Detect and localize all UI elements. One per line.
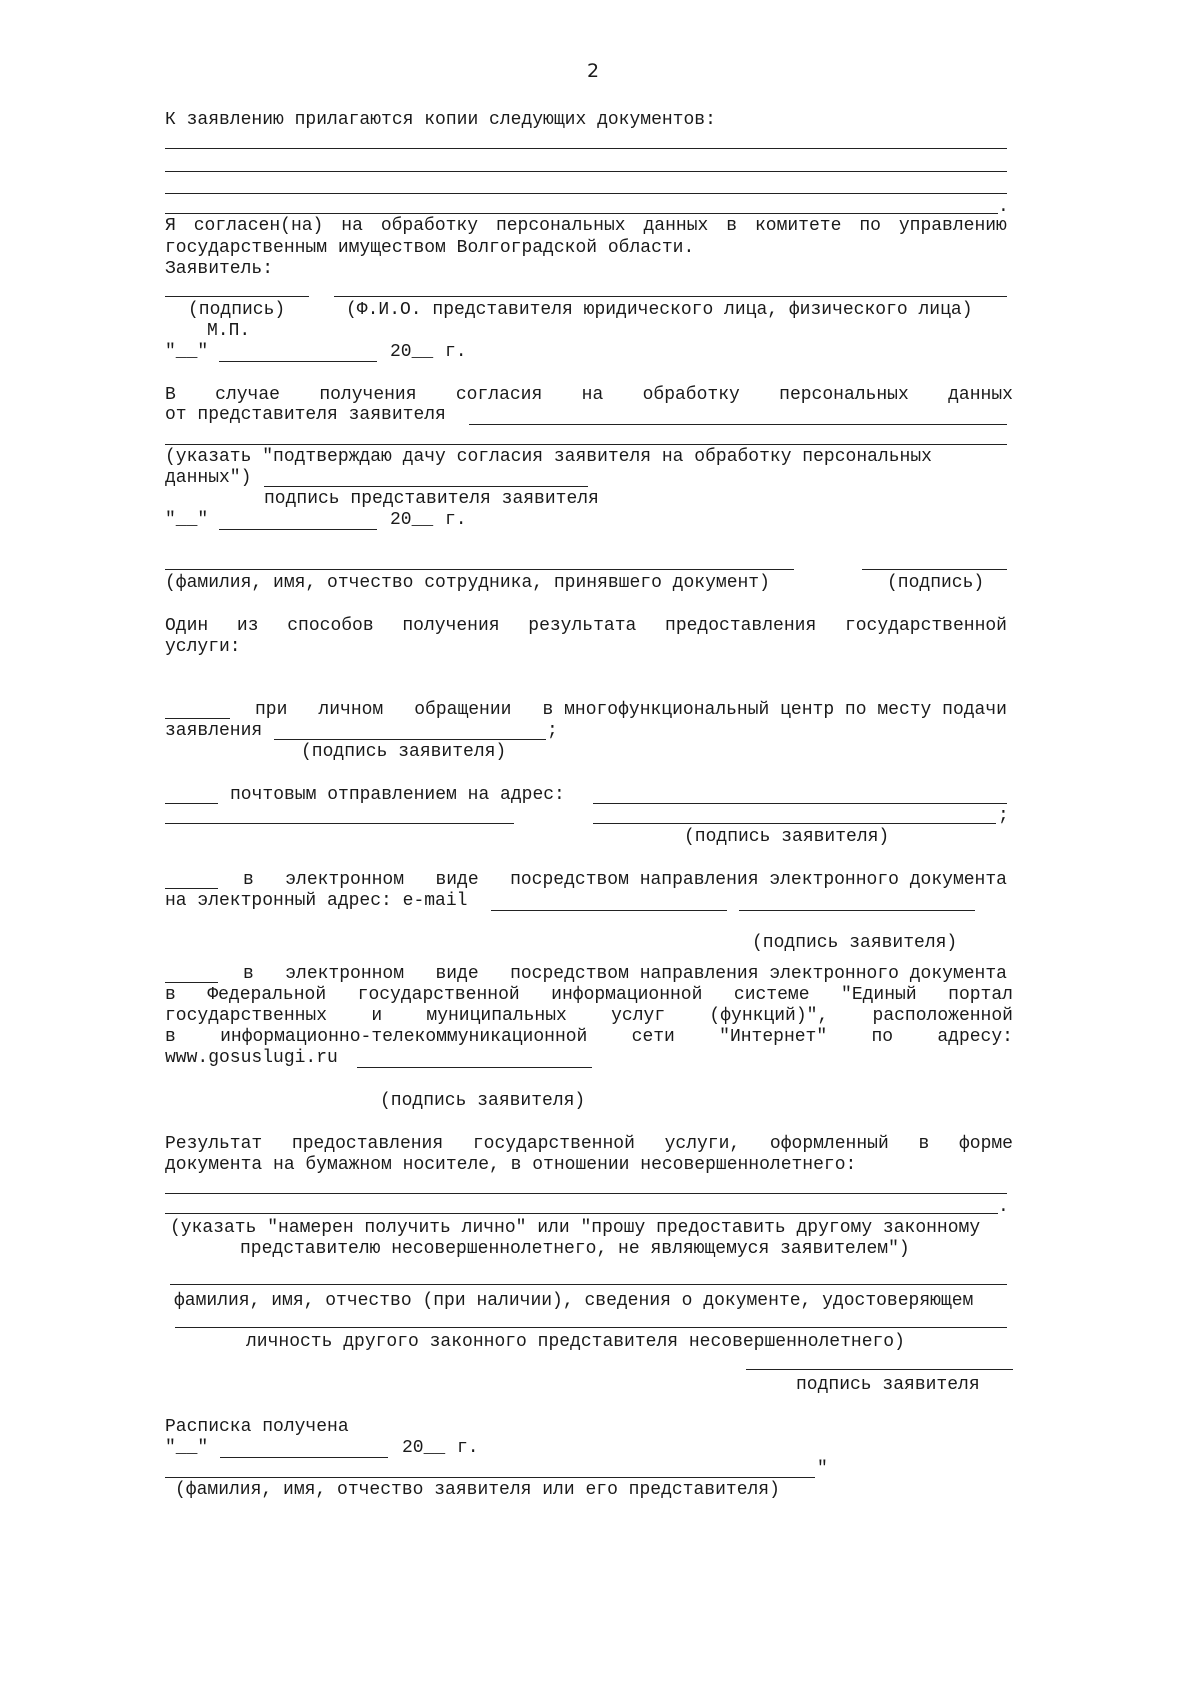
word: в <box>918 1134 930 1154</box>
word: Федеральной <box>207 985 327 1005</box>
word: виде <box>435 870 479 890</box>
other-rep-caption-2: личность другого законного представителя несовершеннолетнего) <box>246 1332 905 1352</box>
word: виде <box>435 964 479 984</box>
word: предоставления <box>291 1134 444 1154</box>
word: государственной <box>844 616 1007 636</box>
receipt-closing-quote: " <box>817 1459 828 1479</box>
word: получения <box>402 616 500 636</box>
employee-fio-line[interactable] <box>165 569 794 570</box>
postal-semicolon: ; <box>998 806 1009 826</box>
representative-line-1 <box>165 386 1013 404</box>
word: в <box>726 216 738 236</box>
other-rep-caption-1: фамилия, имя, отчество (при наличии), сведения о документе, удостоверяющем <box>174 1291 974 1311</box>
word: обработку <box>642 385 740 405</box>
date-day-quote-2: "__" <box>165 510 209 530</box>
postal-signature-line[interactable] <box>593 823 996 824</box>
word: электронном <box>285 870 405 890</box>
email-checkbox-line[interactable] <box>165 888 218 889</box>
minor-applicant-signature-line[interactable] <box>746 1369 1013 1370</box>
minor-line-2: документа на бумажном носителе, в отношении несовершеннолетнего: <box>165 1155 857 1175</box>
word: управлению <box>898 216 1007 236</box>
in-person-checkbox-line[interactable] <box>165 718 230 719</box>
applicant-signature-line[interactable] <box>165 296 309 297</box>
representative-signature-caption: подпись представителя заявителя <box>264 489 599 509</box>
consent-line-2: государственным имуществом Волгоградской области. <box>165 238 695 258</box>
attachments-line-4[interactable] <box>165 213 998 214</box>
word: государственной <box>472 1134 635 1154</box>
word: посредством направления электронного документа <box>510 870 1007 890</box>
employee-signature-caption: (подпись) <box>887 573 985 593</box>
word: электронном <box>285 964 405 984</box>
minor-line-field-1[interactable] <box>165 1193 1007 1194</box>
word: Один <box>165 616 209 636</box>
word: и <box>371 1006 383 1026</box>
other-rep-line-1[interactable] <box>170 1284 1007 1285</box>
word: "Интернет" <box>719 1027 828 1047</box>
date-year-2: 20__ <box>390 510 434 530</box>
word: личном <box>318 700 384 720</box>
word: сети <box>631 1027 675 1047</box>
word: портал <box>948 985 1013 1005</box>
attachments-period: . <box>998 197 1009 217</box>
word: случае <box>215 385 280 405</box>
word: персональных <box>779 385 909 405</box>
word: при <box>255 700 288 720</box>
word: персональных <box>495 216 626 236</box>
minor-period: . <box>998 1197 1009 1217</box>
word: расположенной <box>872 1006 1013 1026</box>
date-suffix: г. <box>445 342 467 362</box>
word: услуг <box>611 1006 666 1026</box>
page-number: 2 <box>587 60 600 82</box>
word: информационной <box>551 985 703 1005</box>
date-day-quote: "__" <box>165 342 209 362</box>
word: по <box>871 1027 894 1047</box>
email-signature-line[interactable] <box>739 910 975 911</box>
word: Результат <box>165 1134 263 1154</box>
portal-line-3 <box>165 1007 1013 1025</box>
word: на <box>341 216 363 236</box>
email-line-1 <box>243 871 1007 889</box>
word: способов <box>287 616 374 636</box>
in-person-semicolon: ; <box>547 721 558 741</box>
word: государственных <box>165 1006 328 1026</box>
word: в <box>165 985 176 1005</box>
minor-applicant-signature-caption: подпись заявителя <box>796 1375 980 1395</box>
word: на <box>581 385 604 405</box>
word: по <box>859 216 881 236</box>
date-year: 20__ <box>390 342 434 362</box>
portal-checkbox-line[interactable] <box>165 982 218 983</box>
receipt-fio-line[interactable] <box>165 1477 815 1478</box>
applicant-label: Заявитель: <box>165 259 274 279</box>
representative-fio-line[interactable] <box>469 424 1007 425</box>
representative-instruction-1: (указать "подтверждаю дачу согласия заявителя на обработку персональных <box>165 447 932 467</box>
portal-line-4 <box>165 1028 1013 1046</box>
applicant-fio-line[interactable] <box>334 296 1007 297</box>
portal-url[interactable]: www.gosuslugi.ru <box>165 1048 338 1068</box>
portal-line-1 <box>243 965 1007 983</box>
methods-intro-line-2: услуги: <box>165 637 241 657</box>
email-line-2: на электронный адрес: e-mail <box>165 891 468 911</box>
postal-address-line-2[interactable] <box>165 823 514 824</box>
receipt-fio-caption: (фамилия, имя, отчество заявителя или его представителя) <box>175 1480 780 1500</box>
employee-signature-line[interactable] <box>862 569 1007 570</box>
word: обращении <box>414 700 512 720</box>
word: (функций)", <box>709 1006 829 1026</box>
word: государственной <box>357 985 520 1005</box>
word: в <box>165 1027 176 1047</box>
word: адресу: <box>937 1027 1013 1047</box>
word: данных <box>643 216 709 236</box>
consent-line-1 <box>165 217 1007 235</box>
receipt-date-month-line[interactable] <box>220 1457 388 1458</box>
date-month-line[interactable] <box>219 361 377 362</box>
word: результата <box>528 616 637 636</box>
word: в <box>243 964 254 984</box>
in-person-line-1 <box>255 701 1007 719</box>
attachments-intro: К заявлению прилагаются копии следующих документов: <box>165 110 716 130</box>
word: форме <box>958 1134 1013 1154</box>
word: услуги, <box>664 1134 741 1154</box>
minor-instruction-1: (указать "намерен получить лично" или "прошу предоставить другому законному <box>170 1218 981 1238</box>
in-person-signature-line[interactable] <box>274 739 546 740</box>
receipt-date-year: 20__ <box>402 1438 446 1458</box>
other-rep-line-2[interactable] <box>175 1327 1007 1328</box>
word: комитете <box>754 216 842 236</box>
email-signature-caption: (подпись заявителя) <box>752 933 958 953</box>
date-month-line-2[interactable] <box>219 529 377 530</box>
word: Я <box>165 216 176 236</box>
word: В <box>165 385 176 405</box>
minor-instruction-2: представителю несовершеннолетнего, не являющемуся заявителем") <box>240 1239 910 1259</box>
signature-caption: (подпись) <box>188 300 286 320</box>
fio-caption: (Ф.И.О. представителя юридического лица, физического лица) <box>346 300 973 320</box>
word: получения <box>319 385 417 405</box>
postal-label: почтовым отправлением на адрес: <box>230 785 565 805</box>
word: оформленный <box>769 1134 889 1154</box>
attachments-line-1[interactable] <box>165 148 1007 149</box>
word: информационно-телекоммуникационной <box>220 1027 588 1047</box>
postal-checkbox-line[interactable] <box>165 803 218 804</box>
in-person-signature-caption: (подпись заявителя) <box>301 742 507 762</box>
methods-intro-line-1 <box>165 617 1007 635</box>
word: обработку <box>380 216 479 236</box>
word: данных <box>948 385 1013 405</box>
receipt-label: Расписка получена <box>165 1417 349 1437</box>
attachments-line-3[interactable] <box>165 193 1007 194</box>
word: согласен(на) <box>193 216 324 236</box>
word: из <box>236 616 259 636</box>
receipt-date-suffix: г. <box>457 1438 479 1458</box>
minor-line-field-2[interactable] <box>165 1213 998 1214</box>
postal-signature-caption: (подпись заявителя) <box>684 827 890 847</box>
email-address-line[interactable] <box>491 910 727 911</box>
word: согласия <box>455 385 543 405</box>
receipt-date-quote: "__" <box>165 1438 209 1458</box>
representative-signature-line[interactable] <box>264 486 588 487</box>
portal-signature-caption: (подпись заявителя) <box>380 1091 586 1111</box>
word: предоставления <box>665 616 817 636</box>
representative-instruction-2: данных") <box>165 468 252 488</box>
minor-line-1 <box>165 1135 1013 1153</box>
word: посредством направления электронного документа <box>510 964 1007 984</box>
word: муниципальных <box>426 1006 567 1026</box>
employee-fio-caption: (фамилия, имя, отчество сотрудника, принявшего документ) <box>165 573 770 593</box>
portal-signature-line[interactable] <box>357 1067 592 1068</box>
word: в <box>243 870 254 890</box>
attachments-line-2[interactable] <box>165 171 1007 172</box>
representative-line-2: от представителя заявителя <box>165 405 446 425</box>
postal-address-line[interactable] <box>593 803 1007 804</box>
word: "Единый <box>841 985 917 1005</box>
date-suffix-2: г. <box>445 510 467 530</box>
seal-label: М.П. <box>207 321 251 341</box>
representative-fio-line-2[interactable] <box>165 444 1007 445</box>
word: системе <box>733 985 810 1005</box>
in-person-line-2: заявления <box>165 721 263 741</box>
word: в многофункциональный центр по месту подачи <box>542 700 1007 720</box>
portal-line-2 <box>165 986 1013 1004</box>
